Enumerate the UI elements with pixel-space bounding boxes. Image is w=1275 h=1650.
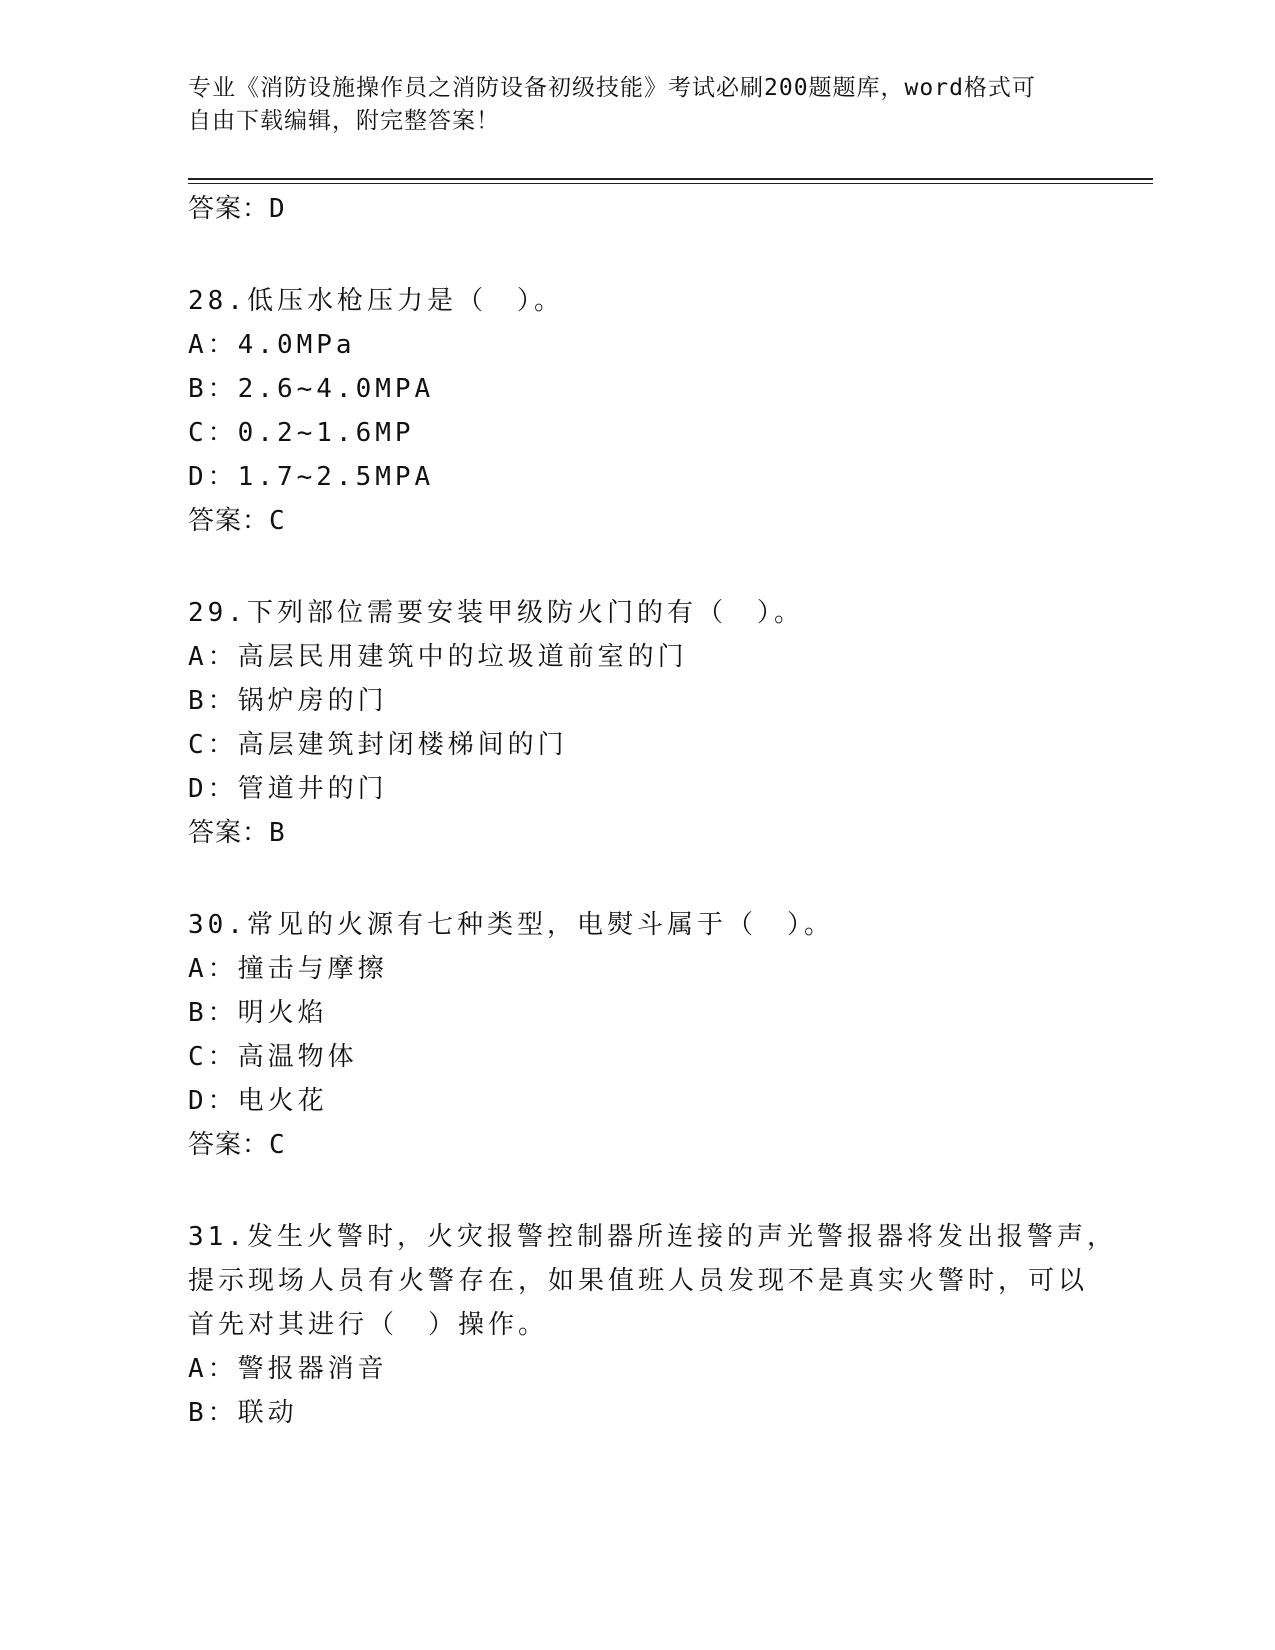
answer-value: C <box>269 1130 286 1160</box>
question-29-option-a: A：高层民用建筑中的垃圾道前室的门 <box>188 642 688 672</box>
answer-28 <box>188 504 286 538</box>
header-line-2: 自由下载编辑，附完整答案！ <box>188 108 500 134</box>
answer-value: D <box>269 194 286 224</box>
question-30-stem: 30.常见的火源有七种类型，电熨斗属于（ ）。 <box>188 910 834 940</box>
question-31-option-b: B：联动 <box>188 1398 298 1428</box>
answer-label: 答案： <box>188 194 270 224</box>
answer-label: 答案： <box>188 506 270 536</box>
question-31-stem-line-3: 首先对其进行（ ）操作。 <box>188 1310 549 1340</box>
question-29-option-c: C：高层建筑封闭楼梯间的门 <box>188 730 568 760</box>
question-31-option-a: A：警报器消音 <box>188 1354 388 1384</box>
answer-label: 答案： <box>188 1130 270 1160</box>
question-31-stem-line-2: 提示现场人员有火警存在，如果值班人员发现不是真实火警时，可以 <box>188 1266 1089 1296</box>
answer-29 <box>188 816 286 850</box>
question-29-option-d: D：管道井的门 <box>188 774 388 804</box>
question-29-stem: 29.下列部位需要安装甲级防火门的有（ ）。 <box>188 598 804 628</box>
answer-27 <box>188 192 286 226</box>
question-29-option-b: B：锅炉房的门 <box>188 686 388 716</box>
question-30-option-d: D：电火花 <box>188 1086 328 1116</box>
question-30-option-a: A：撞击与摩擦 <box>188 954 388 984</box>
question-30-option-c: C：高温物体 <box>188 1042 358 1072</box>
question-30-option-b: B：明火焰 <box>188 998 328 1028</box>
answer-30 <box>188 1128 286 1162</box>
question-31-stem-line-1: 31.发生火警时，火灾报警控制器所连接的声光警报器将发出报警声， <box>188 1222 1117 1252</box>
header-divider-thin <box>188 183 1153 184</box>
question-28-stem: 28.低压水枪压力是（ ）。 <box>188 286 564 316</box>
question-28-option-c: C：0.2~1.6MP <box>188 418 415 448</box>
question-28-option-b: B：2.6~4.0MPA <box>188 374 435 404</box>
header-divider <box>188 178 1153 180</box>
document-page <box>188 0 1148 1650</box>
answer-label: 答案： <box>188 818 270 848</box>
header-line-1: 专业《消防设施操作员之消防设备初级技能》考试必刷200题题库，word格式可 <box>188 75 1036 101</box>
answer-value: C <box>269 506 286 536</box>
answer-value: B <box>269 818 286 848</box>
question-28-option-a: A：4.0MPa <box>188 330 356 360</box>
question-28-option-d: D：1.7~2.5MPA <box>188 462 435 492</box>
document-header <box>188 72 1068 138</box>
